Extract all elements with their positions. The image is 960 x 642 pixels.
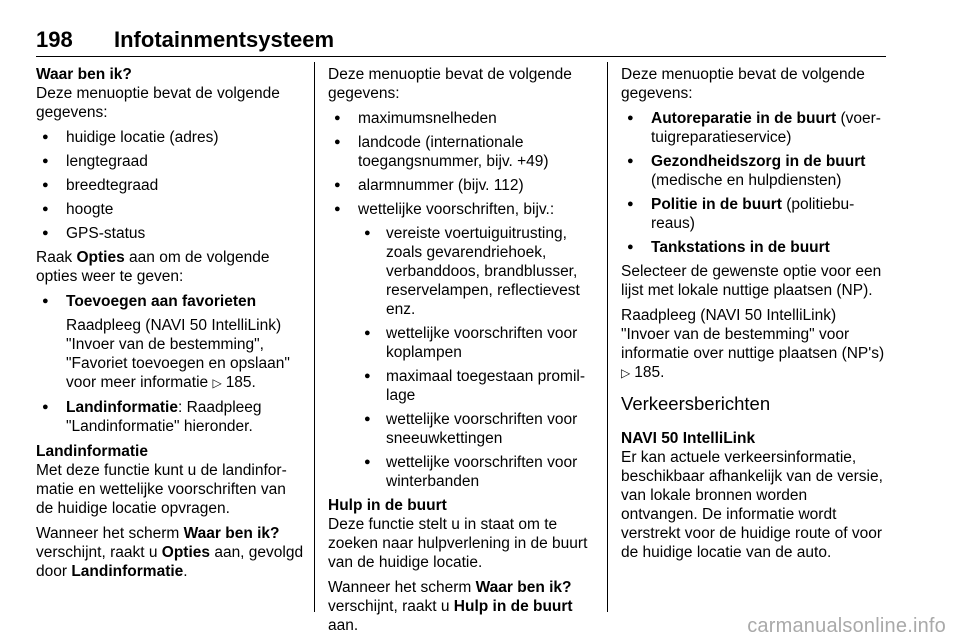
list-item: ● vereiste voertuiguitrusting, zoals gevarendriehoek, verbanddoos, brandblusser, reservelampen, reflectievest enz. [358, 224, 594, 319]
paragraph: Wanneer het scherm Waar ben ik? verschijnt, raakt u Opties aan, gevolgd door Landinformatie. [36, 525, 304, 580]
list-item: ● huidige locatie (adres) [36, 128, 304, 147]
page-ref-arrow-icon [621, 364, 634, 381]
heading-landinformatie: Landinformatie [36, 443, 148, 460]
column-divider [607, 62, 608, 612]
list-item: ● Landinformatie: Raadpleeg "Landinformatie" hieronder. [36, 398, 304, 436]
column-3 [621, 65, 887, 565]
paragraph: Deze functie stelt u in staat om te zoeken naar hulpverlening in de buurt van de huidige locatie. [328, 516, 588, 571]
paragraph: Er kan actuele verkeersinformatie, beschikbaar afhankelijk van de versie, van lokale bronnen worden ontvangen. De informatie wordt verstrekt voor de huidige route of voor de huidige locatie van de auto. [621, 449, 883, 561]
list-item: ● Politie in de buurt (politiebu-reaus) [621, 195, 887, 233]
column-2 [328, 65, 594, 638]
column-1 [36, 65, 304, 584]
option-text: Raadpleeg (NAVI 50 IntelliLink) "Invoer van de bestemming", "Favoriet toevoegen en opslaan" voor meer informatie ▷ 185. [66, 316, 304, 393]
paragraph: Raadpleeg (NAVI 50 IntelliLink) "Invoer van de bestemming" voor informatie over nuttige plaatsen (NP's) ▷ 185. [621, 306, 887, 383]
options-list [36, 292, 304, 436]
option-title: Toevoegen aan favorieten [66, 293, 257, 310]
page-ref-arrow-icon [212, 374, 225, 391]
list-item: ● wettelijke voorschriften voor koplampen [358, 324, 594, 362]
list-item: ● Tankstations in de buurt [621, 238, 887, 257]
paragraph: Met deze functie kunt u de landinfor-matie en wettelijke voorschriften van de huidige locatie opvragen. [36, 462, 287, 517]
list-item: ● Autoreparatie in de buurt (voer-tuigreparatieservice) [621, 109, 887, 147]
list-item: ● Gezondheidszorg in de buurt (medische en hulpdiensten) [621, 152, 887, 190]
country-info-list [328, 109, 594, 491]
paragraph: Raak Opties aan om de volgende opties weer te geven: [36, 249, 270, 285]
list-item: ● breedtegraad [36, 176, 304, 195]
list-item: ● wettelijke voorschriften, bijv.: ● vereiste voertuiguitrusting, zoals gevarendriehoek, verbanddoos, brandblusser, reservelampen, reflectievest enz. ● wettelijke voorschriften voor koplampen ● maximaal toegestaan promil-lage ● wettelijke voorschriften voor sneeuwkettingen ● wettelijke voorschriften voor winterbanden [328, 200, 594, 491]
list-item: ● maximumsnelheden [328, 109, 594, 128]
list-item [36, 292, 304, 393]
heading-waar-ben-ik: Waar ben ik? [36, 66, 132, 83]
paragraph: Deze menuoptie bevat de volgende gegevens: [36, 85, 280, 121]
list-item: ● GPS-status [36, 224, 304, 243]
heading-navi-50: NAVI 50 IntelliLink [621, 430, 756, 447]
list-item: ● maximaal toegestaan promil-lage [358, 367, 594, 405]
list-item: ● hoogte [36, 200, 304, 219]
regulations-sublist [358, 224, 594, 491]
column-divider [314, 62, 315, 612]
option-title: Landinformatie [66, 399, 178, 416]
heading-verkeersberichten: Verkeersberichten [621, 393, 771, 414]
watermark: carmanualsonline.info [747, 615, 946, 637]
paragraph: Deze menuoptie bevat de volgende gegevens: [621, 66, 865, 102]
list-item: ● wettelijke voorschriften voor sneeuwkettingen [358, 410, 594, 448]
location-info-list [36, 128, 304, 243]
list-item: ● lengtegraad [36, 152, 304, 171]
nearby-services-list [621, 109, 887, 257]
paragraph: Wanneer het scherm Waar ben ik? verschijnt, raakt u Hulp in de buurt aan. [328, 579, 573, 634]
page-header [36, 26, 886, 57]
page-title: Infotainmentsysteem [114, 27, 335, 52]
paragraph: Deze menuoptie bevat de volgende gegevens: [328, 66, 572, 102]
paragraph: Selecteer de gewenste optie voor een lijst met lokale nuttige plaatsen (NP). [621, 263, 882, 299]
list-item: ● alarmnummer (bijv. 112) [328, 176, 594, 195]
list-item: ● wettelijke voorschriften voor winterbanden [358, 453, 594, 491]
page-number: 198 [36, 27, 73, 52]
heading-hulp-in-de-buurt: Hulp in de buurt [328, 497, 447, 514]
list-item: ● landcode (internationale toegangsnummer, bijv. +49) [328, 133, 594, 171]
